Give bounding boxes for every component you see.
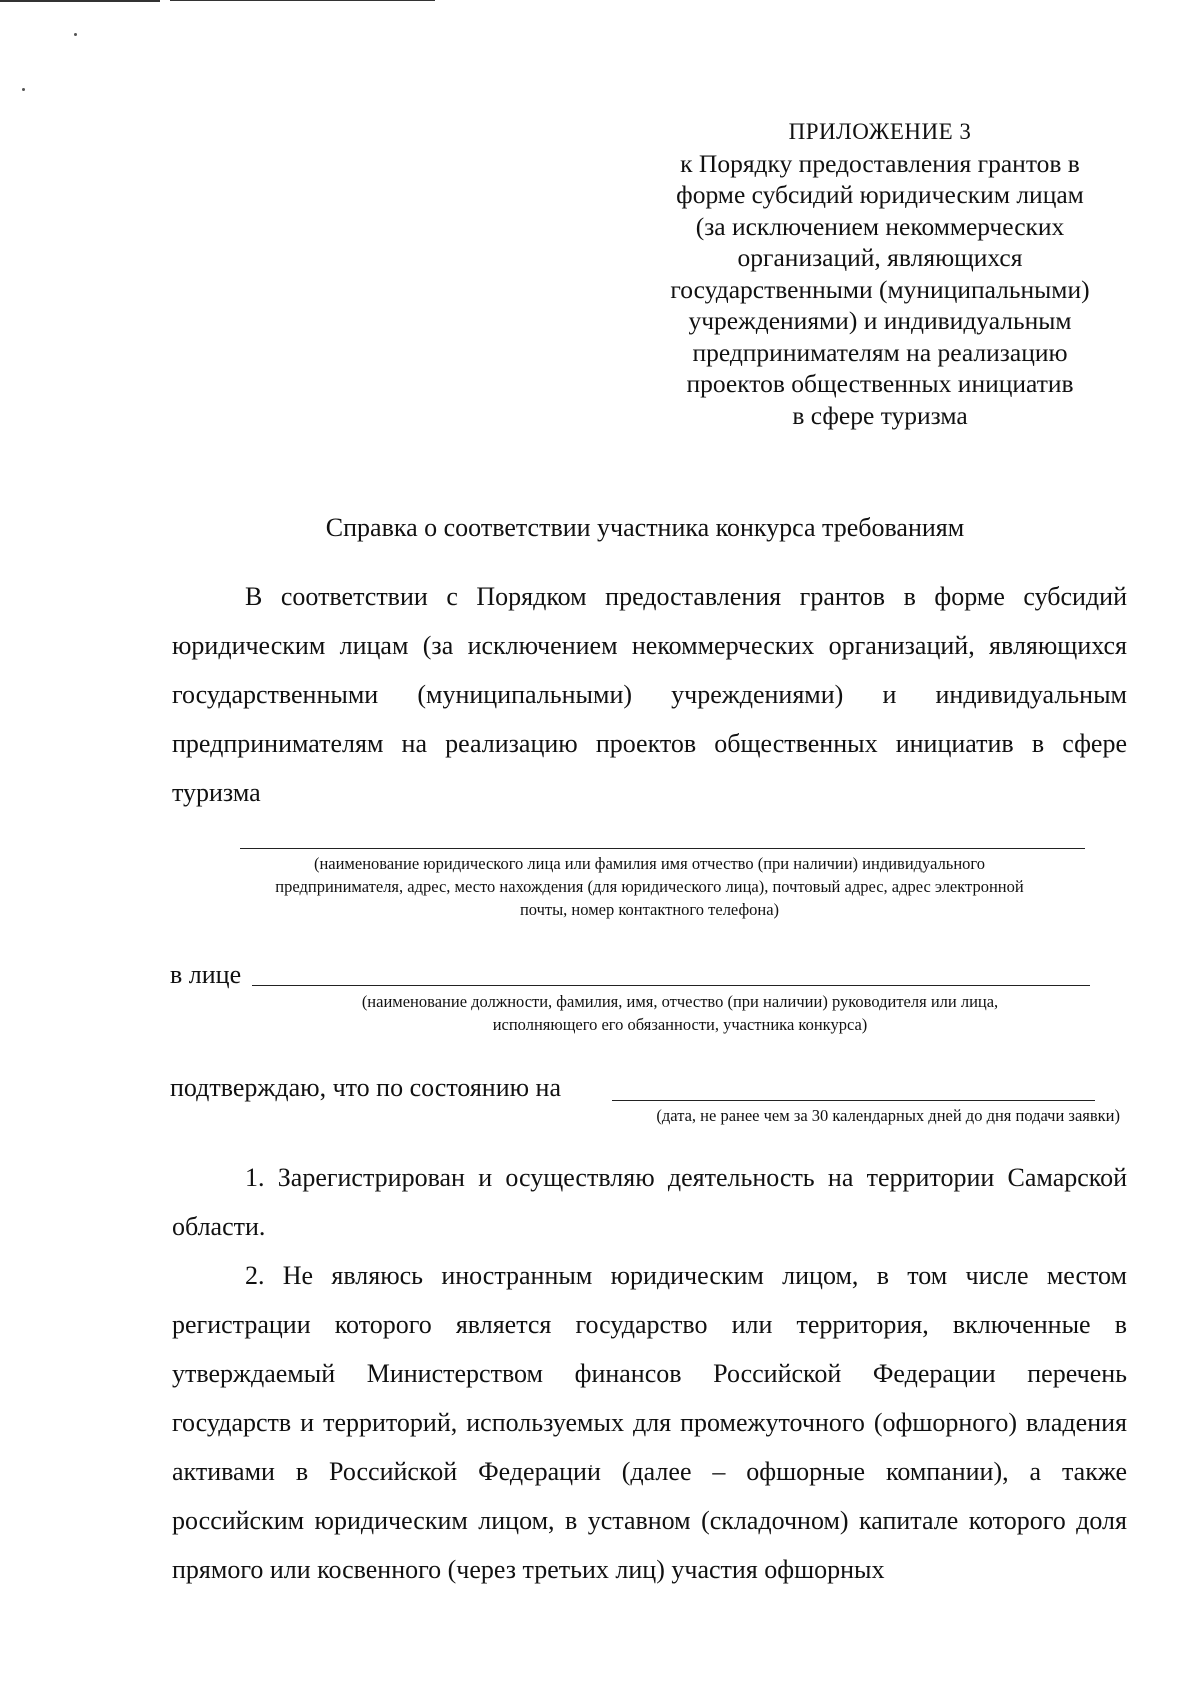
appendix-line: к Порядку предоставления грантов в xyxy=(680,148,1080,178)
in-person-blank-line xyxy=(252,985,1090,986)
appendix-line: в сфере туризма xyxy=(792,400,968,430)
entity-caption xyxy=(172,852,1127,921)
in-person-label: в лице xyxy=(170,960,242,989)
caption-line: (наименование должности, фамилия, имя, отчество (при наличии) руководителя или лица, xyxy=(361,992,999,1011)
caption-line: почты, номер контактного телефона) xyxy=(519,900,780,919)
caption-line: (наименование юридического лица или фамилия имя отчество (при наличии) индивидуального xyxy=(313,854,986,873)
date-caption: (дата, не ранее чем за 30 календарных дней до дня подачи заявки) xyxy=(656,1106,1120,1125)
appendix-line: предпринимателям на реализацию xyxy=(692,337,1068,367)
appendix-line: проектов общественных инициатив xyxy=(686,369,1074,398)
scan-artifact-line xyxy=(170,0,435,1)
entity-blank-line xyxy=(240,848,1085,849)
intro-paragraph xyxy=(172,572,1127,817)
confirm-label: подтверждаю, что по состоянию на xyxy=(170,1073,562,1102)
document-title: Справка о соответствии участника конкурса требованиям xyxy=(325,513,965,542)
appendix-line: государственными (муниципальными) xyxy=(670,274,1090,304)
appendix-header xyxy=(640,116,1120,431)
scan-speck xyxy=(74,33,77,36)
appendix-line: (за исключением некоммерческих xyxy=(695,211,1065,241)
appendix-heading: ПРИЛОЖЕНИЕ 3 xyxy=(788,119,972,144)
date-blank-line xyxy=(612,1100,1095,1101)
item-1-text: 1. Зарегистрирован и осуществляю деятельность на территории Самарской области. xyxy=(172,1163,1127,1241)
caption-line: предпринимателя, адрес, место нахождения (для юридического лица), почтовый адрес, адрес электронной xyxy=(275,877,1024,896)
appendix-line: организаций, являющихся xyxy=(737,243,1023,272)
item-2-text: 2. Не являюсь иностранным юридическим лицом, в том числе местом регистрации которого является государство или территория, включенные в утверждаемый Министерством финансов Российской Федерации перечень государств и территорий, используемых для промежуточного (офшорного) владения активами в Российской Федерации (далее – офшорные компании), а также российским юридическим лицом, в уставном (складочном) капитале которого доля прямого или косвенного (через третьих лиц) участия офшорных xyxy=(172,1261,1127,1584)
intro-text: В соответствии с Порядком предоставления грантов в форме субсидий юридическим лицам (за исключением некоммерческих организаций, являющихся государственными (муниципальными) учреждениями) и индивидуальным предпринимателям на реализацию проектов общественных инициатив в сфере туризма xyxy=(172,582,1127,807)
scan-artifact-line xyxy=(0,0,160,2)
item-2-paragraph xyxy=(172,1251,1127,1594)
appendix-line: учреждениями) и индивидуальным xyxy=(688,306,1072,335)
appendix-line: форме субсидий юридическим лицам xyxy=(676,180,1084,209)
caption-line: исполняющего его обязанности, участника конкурса) xyxy=(492,1015,868,1034)
item-1-paragraph xyxy=(172,1153,1127,1251)
person-caption xyxy=(280,990,1080,1036)
scan-speck xyxy=(22,88,25,91)
